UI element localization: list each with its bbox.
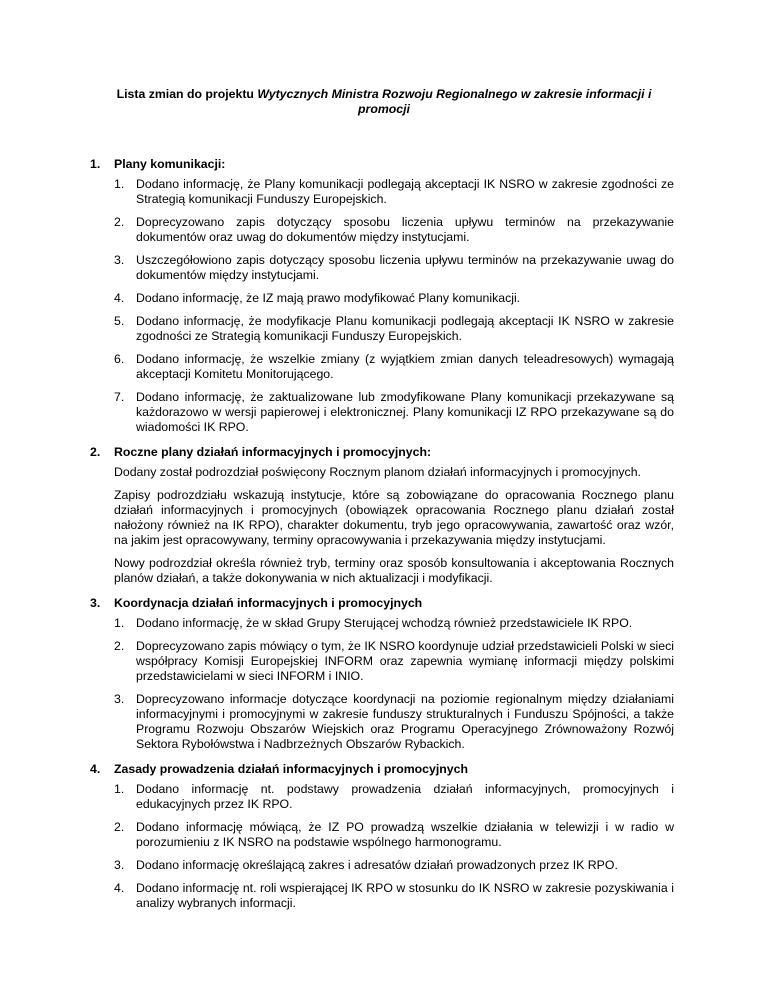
section-heading (0, 762, 768, 777)
item-number: 1. (114, 616, 125, 630)
list-item (0, 352, 768, 382)
item-number: 7. (114, 390, 125, 404)
item-text: Dodano informację, że IZ mają prawo modyfikować Plany komunikacji. (136, 291, 521, 305)
list-item (0, 177, 768, 207)
list-item (0, 820, 768, 850)
section-number: 4. (90, 762, 101, 776)
list-item (0, 639, 768, 684)
list-item (0, 291, 768, 306)
item-number: 1. (114, 177, 125, 191)
list-item (0, 782, 768, 812)
item-text: Dodano informację, że w skład Grupy Sterującej wchodzą również przedstawiciele IK RPO. (136, 616, 633, 630)
list-item (0, 616, 768, 631)
item-number: 2. (114, 215, 125, 229)
item-number: 1. (114, 782, 125, 796)
item-number: 5. (114, 314, 125, 328)
item-number: 3. (114, 692, 125, 706)
section-heading (0, 596, 768, 611)
document-title (90, 87, 678, 117)
item-number: 3. (114, 253, 125, 267)
list-item (0, 253, 768, 283)
paragraph: Nowy podrozdział określa również tryb, terminy oraz sposób konsultowania i akceptowania Rocznych planów działań, a także dokonywania w nich aktualizacji i modyfikacji. (114, 556, 674, 585)
paragraph: Zapisy podrozdziału wskazują instytucje, które są zobowiązane do opracowania Rocznego planu działań informacyjnych i promocyjnych (obowiązek opracowania Rocznego planu działań został nałożony również na IK RPO), charakter dokumentu, tryb jego opracowywania, zawartość oraz wzór, na jakim jest opracowywany, terminy opracowywania i przekazywania między instytucjami. (114, 488, 674, 547)
section-number: 3. (90, 596, 101, 610)
paragraph: Dodany został podrozdział poświęcony Rocznym planom działań informacyjnych i promocyjnych. (114, 465, 641, 479)
item-number: 4. (114, 291, 125, 305)
item-text: Dodano informację, że Plany komunikacji podlegają akceptacji IK NSRO w zakresie zgodności ze Strategią komunikacji Funduszy Europejskich. (136, 177, 674, 206)
item-text: Dodano informację nt. roli wspierającej IK RPO w stosunku do IK NSRO w zakresie pozyskiwania i analizy wybranych informacji. (136, 881, 674, 910)
item-text: Doprecyzowano informacje dotyczące koordynacji na poziomie regionalnym między działaniami informacyjnymi i promocyjnymi w zakresie funduszy strukturalnych i Funduszu Spójności, a także Programu Rozwoju Obszarów Wiejskich oraz Programu Operacyjnego Zrównoważony Rozwój Sektora Rybołówstwa i Nadbrzeżnych Obszarów Rybackich. (136, 692, 674, 751)
item-text: Uszczegółowiono zapis dotyczący sposobu liczenia upływu terminów na przekazywanie uwag do dokumentów między instytucjami. (136, 253, 674, 282)
item-text: Dodano informację nt. podstawy prowadzenia działań informacyjnych, promocyjnych i edukacyjnych przez IK RPO. (136, 782, 674, 811)
item-number: 2. (114, 639, 125, 653)
section-heading-text: Roczne plany działań informacyjnych i promocyjnych: (114, 445, 432, 459)
section-heading-text: Zasady prowadzenia działań informacyjnych i promocyjnych (114, 762, 468, 776)
item-text: Dodano informację mówiącą, że IZ PO prowadzą wszelkie działania w telewizji i w radio w porozumieniu z IK NSRO na podstawie wspólnego harmonogramu. (136, 820, 674, 849)
item-text: Dodano informację, że modyfikacje Planu komunikacji podlegają akceptacji IK NSRO w zakresie zgodności ze Strategią komunikacji Funduszy Europejskich. (136, 314, 674, 343)
section-number: 2. (90, 445, 101, 459)
sections-list (0, 157, 768, 920)
title-italic: Wytycznych Ministra Rozwoju Regionalnego w zakresie informacji i promocji (257, 87, 652, 116)
item-text: Doprecyzowano zapis dotyczący sposobu liczenia upływu terminów na przekazywanie dokumentów oraz uwag do dokumentów między instytucjami. (136, 215, 674, 244)
section-koordynacja (0, 596, 768, 752)
item-text: Dodano informację, że wszelkie zmiany (z wyjątkiem zmian danych teleadresowych) wymagają akceptacji Komitetu Monitorującego. (136, 352, 674, 381)
item-text: Doprecyzowano zapis mówiący o tym, że IK NSRO koordynuje udział przedstawicieli Polski w sieci współpracy Komisji Europejskiej INFORM oraz zapewnia wymianę informacji między polskimi przedstawicielami w sieci INFORM i INIO. (136, 639, 674, 683)
section-roczne-plany (0, 445, 768, 586)
item-number: 3. (114, 858, 125, 872)
section-zasady (0, 762, 768, 911)
section-plany-komunikacji (0, 157, 768, 435)
list-item (0, 881, 768, 911)
item-number: 2. (114, 820, 125, 834)
section-heading-text: Plany komunikacji: (114, 157, 226, 171)
section-heading (0, 445, 768, 460)
section-heading-text: Koordynacja działań informacyjnych i promocyjnych (114, 596, 423, 610)
section-number: 1. (90, 157, 101, 171)
list-item (0, 215, 768, 245)
list-item (0, 858, 768, 873)
title-prefix: Lista zmian do projektu (116, 87, 258, 101)
item-text: Dodano informację, że zaktualizowane lub zmodyfikowane Plany komunikacji przekazywane są każdorazowo w wersji papierowej i elektronicznej. Plany komunikacji IZ RPO przekazywane są do wiadomości IK RPO. (136, 390, 674, 434)
section-heading (0, 157, 768, 172)
list-item (0, 692, 768, 752)
list-item (0, 314, 768, 344)
list-item (0, 390, 768, 435)
item-number: 4. (114, 881, 125, 895)
item-text: Dodano informację określającą zakres i adresatów działań prowadzonych przez IK RPO. (136, 858, 618, 872)
item-number: 6. (114, 352, 125, 366)
